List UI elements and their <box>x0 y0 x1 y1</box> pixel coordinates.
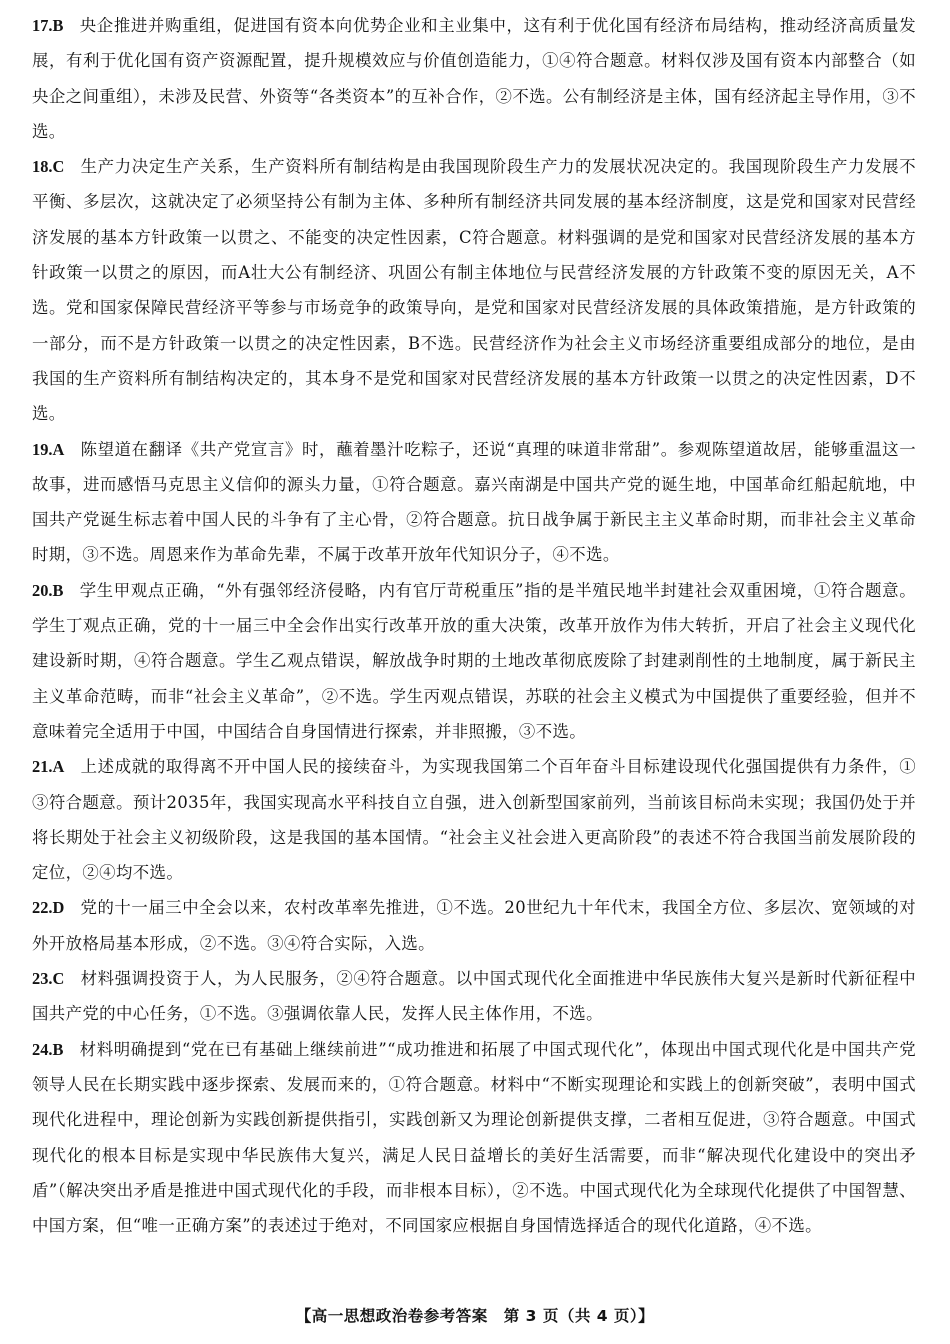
answer-24 <box>32 1032 916 1244</box>
question-number: 21. <box>32 757 53 777</box>
question-number: 19. <box>32 439 53 459</box>
question-number: 23. <box>32 969 53 989</box>
answer-choice: A <box>52 757 65 777</box>
question-number: 24. <box>32 1039 53 1059</box>
question-number: 18. <box>32 157 53 177</box>
answer-17 <box>32 8 916 149</box>
answer-choice: B <box>52 1039 64 1059</box>
answer-choice: B <box>52 16 64 35</box>
question-number: 20. <box>32 580 53 600</box>
answer-explanation: 生产力决定生产关系，生产资料所有制结构是由我国现阶段生产力的发展状况决定的。我国现阶段生产力发展不平衡、多层次，这就决定了必须坚持公有制为主体、多种所有制经济共同发展的基本经济制度，这是党和国家对民营经济发展的基本方针政策一以贯之、不能变的决定性因素，C符合题意。材料强调的是党和国家对民营经济发展的基本方针政策一以贯之的原因，而A壮大公有制经济、巩固公有制主体地位与民营经济发展的方针政策不变的原因无关，A不选。党和国家保障民营经济平等参与市场竞争的政策导向，是党和国家对民营经济发展的具体政策措施，是方针政策的一部分，而不是方针政策一以贯之的决定性因素，B不选。民营经济作为社会主义市场经济重要组成部分的地位，是由我国的生产资料所有制结构决定的，其本身不是党和国家对民营经济发展的基本方针政策一以贯之的决定性因素，D不选。 <box>32 157 916 424</box>
answer-choice: D <box>52 898 65 918</box>
question-number: 17. <box>32 16 53 35</box>
answer-choice: C <box>52 969 65 989</box>
answer-choice: A <box>52 439 65 459</box>
answer-explanation: 陈望道在翻译《共产党宣言》时，蘸着墨汁吃粽子，还说“真理的味道非常甜”。参观陈望道故居，能够重温这一故事，进而感悟马克思主义信仰的源头力量，①符合题意。嘉兴南湖是中国共产党的诞生地，中国革命红船起航地，中国共产党诞生标志着中国人民的斗争有了主心骨，②符合题意。抗日战争属于新民主主义革命时期，而非社会主义革命时期，③不选。周恩来作为革命先辈，不属于改革开放年代知识分子，④不选。 <box>32 439 916 565</box>
page-footer: 【高一思想政治卷参考答案 第 3 页（共 4 页）】 <box>295 1307 655 1325</box>
answer-explanation: 学生甲观点正确，“外有强邻经济侵略，内有官厅苛税重压”指的是半殖民地半封建社会双重困境，①符合题意。学生丁观点正确，党的十一届三中全会作出实行改革开放的重大决策，改革开放作为伟大转折，开启了社会主义现代化建设新时期，④符合题意。学生乙观点错误，解放战争时期的土地改革彻底废除了封建剥削性的土地制度，属于新民主主义革命范畴，而非“社会主义革命”，②不选。学生丙观点错误，苏联的社会主义模式为中国提供了重要经验，但并不意味着完全适用于中国，中国结合自身国情进行探索，并非照搬，③不选。 <box>32 580 916 741</box>
answer-choice: C <box>52 157 65 177</box>
answer-explanation: 材料强调投资于人，为人民服务，②④符合题意。以中国式现代化全面推进中华民族伟大复兴是新时代新征程中国共产党的中心任务，①不选。③强调依靠人民，发挥人民主体作用，不选。 <box>32 969 916 1024</box>
answer-22 <box>32 890 916 961</box>
answer-explanation: 上述成就的取得离不开中国人民的接续奋斗，为实现我国第二个百年奋斗目标建设现代化强国提供有力条件，①③符合题意。预计2035年，我国实现高水平科技自立自强，进入创新型国家前列，当前该目标尚未实现；我国仍处于并将长期处于社会主义初级阶段，这是我国的基本国情。“社会主义社会进入更高阶段”的表述不符合我国当前发展阶段的定位，②④均不选。 <box>32 757 916 883</box>
question-number: 22. <box>32 898 53 918</box>
answer-20 <box>32 573 916 749</box>
answer-23 <box>32 961 916 1032</box>
answer-explanation: 党的十一届三中全会以来，农村改革率先推进，①不选。20世纪九十年代末，我国全方位、多层次、宽领域的对外开放格局基本形成，②不选。③④符合实际，入选。 <box>32 898 916 953</box>
answer-19 <box>32 432 916 573</box>
answer-explanation: 央企推进并购重组，促进国有资本向优势企业和主业集中，这有利于优化国有经济布局结构，推动经济高质量发展，有利于优化国有资产资源配置，提升规模效应与价值创造能力，①④符合题意。材料仅涉及国有资本内部整合（如央企之间重组），未涉及民营、外资等“各类资本”的互补合作，②不选。公有制经济是主体，国有经济起主导作用，③不选。 <box>32 16 916 141</box>
answer-21 <box>32 749 916 890</box>
answer-choice: B <box>52 580 64 600</box>
answer-18 <box>32 149 916 431</box>
answer-explanation: 材料明确提到“党在已有基础上继续前进”“成功推进和拓展了中国式现代化”，体现出中国式现代化是中国共产党领导人民在长期实践中逐步探索、发展而来的，①符合题意。材料中“不断实现理论和实践上的创新突破”，表明中国式现代化进程中，理论创新为实践创新提供指引，实践创新又为理论创新提供支撑，二者相互促进，③符合题意。中国式现代化的根本目标是实现中华民族伟大复兴，满足人民日益增长的美好生活需要，而非“解决现代化建设中的突出矛盾”（解决突出矛盾是推进中国式现代化的手段，而非根本目标），②不选。中国式现代化为全球现代化提供了中国智慧、中国方案，但“唯一正确方案”的表述过于绝对，不同国家应根据自身国情选择适合的现代化道路，④不选。 <box>32 1039 916 1236</box>
answer-key-body <box>32 8 916 1243</box>
